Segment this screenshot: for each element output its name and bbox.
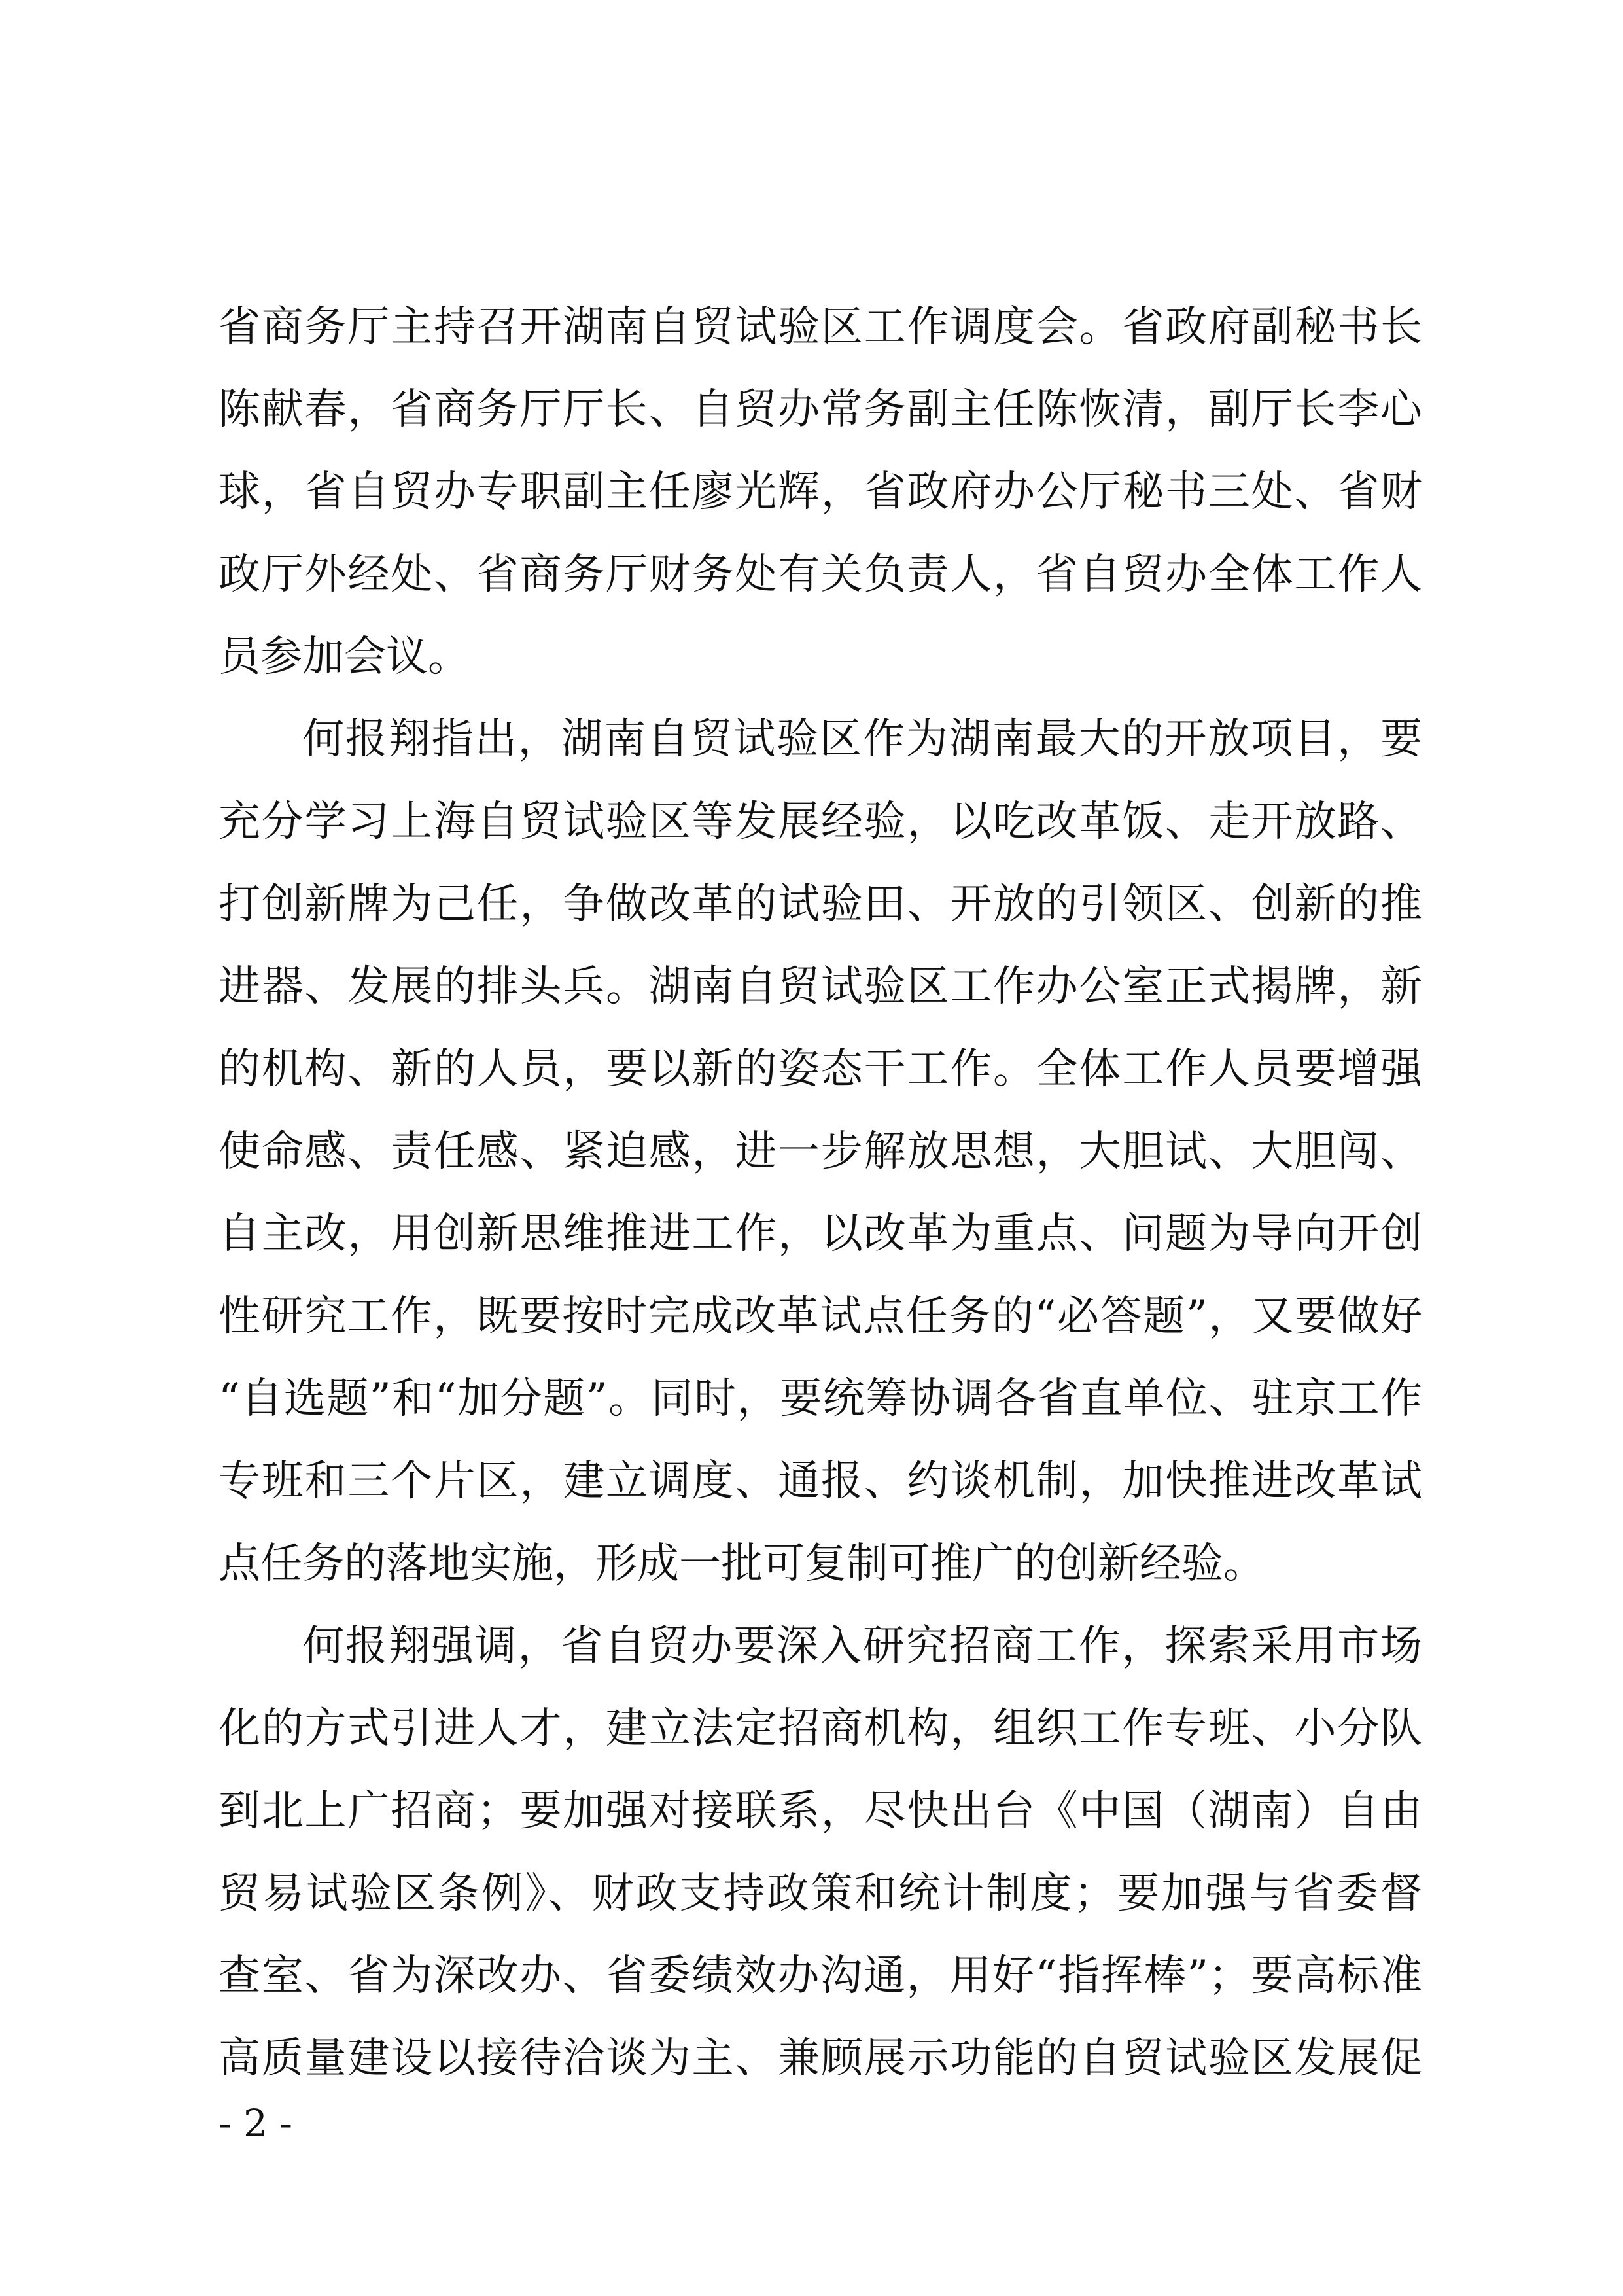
text-line: 省商务厅主持召开湖南自贸试验区工作调度会。省政府副秘书长	[218, 303, 1422, 351]
text-line: 到北上广招商；要加强对接联系，尽快出台《中国（湖南）自由	[218, 1787, 1422, 1835]
page-number: - 2 -	[218, 2101, 292, 2146]
text-line: 陈献春，省商务厅厅长、自贸办常务副主任陈恢清，副厅长李心	[218, 385, 1422, 434]
text-line: 高质量建设以接待洽谈为主、兼顾展示功能的自贸试验区发展促	[218, 2034, 1422, 2083]
text-line: 性研究工作，既要按时完成改革试点任务的“必答题”，又要做好	[218, 1292, 1422, 1341]
text-line: 自主改，用创新思维推进工作，以改革为重点、问题为导向开创	[218, 1210, 1422, 1258]
text-line: “自选题”和“加分题”。同时，要统筹协调各省直单位、驻京工作	[218, 1375, 1422, 1423]
text-line: 使命感、责任感、紧迫感，进一步解放思想，大胆试、大胆闯、	[218, 1127, 1422, 1176]
text-line: 打创新牌为己任，争做改革的试验田、开放的引领区、创新的推	[218, 880, 1422, 928]
text-line: 员参加会议。	[218, 633, 470, 681]
text-line: 何报翔指出，湖南自贸试验区作为湖南最大的开放项目，要	[302, 715, 1422, 764]
text-line: 何报翔强调，省自贸办要深入研究招商工作，探索采用市场	[302, 1622, 1422, 1670]
text-line: 化的方式引进人才，建立法定招商机构，组织工作专班、小分队	[218, 1704, 1422, 1753]
text-line: 球，省自贸办专职副主任廖光辉，省政府办公厅秘书三处、省财	[218, 468, 1422, 516]
text-line: 政厅外经处、省商务厅财务处有关负责人，省自贸办全体工作人	[218, 550, 1422, 599]
text-line: 查室、省为深改办、省委绩效办沟通，用好“指挥棒”；要高标准	[218, 1952, 1422, 2000]
text-line: 点任务的落地实施，形成一批可复制可推广的创新经验。	[218, 1540, 1265, 1588]
text-line: 的机构、新的人员，要以新的姿态干工作。全体工作人员要增强	[218, 1045, 1422, 1093]
text-line: 充分学习上海自贸试验区等发展经验，以吃改革饭、走开放路、	[218, 798, 1422, 846]
text-line: 进器、发展的排头兵。湖南自贸试验区工作办公室正式揭牌，新	[218, 963, 1422, 1011]
text-line: 专班和三个片区，建立调度、通报、约谈机制，加快推进改革试	[218, 1457, 1422, 1506]
text-line: 贸易试验区条例》、财政支持政策和统计制度；要加强与省委督	[218, 1869, 1422, 1918]
